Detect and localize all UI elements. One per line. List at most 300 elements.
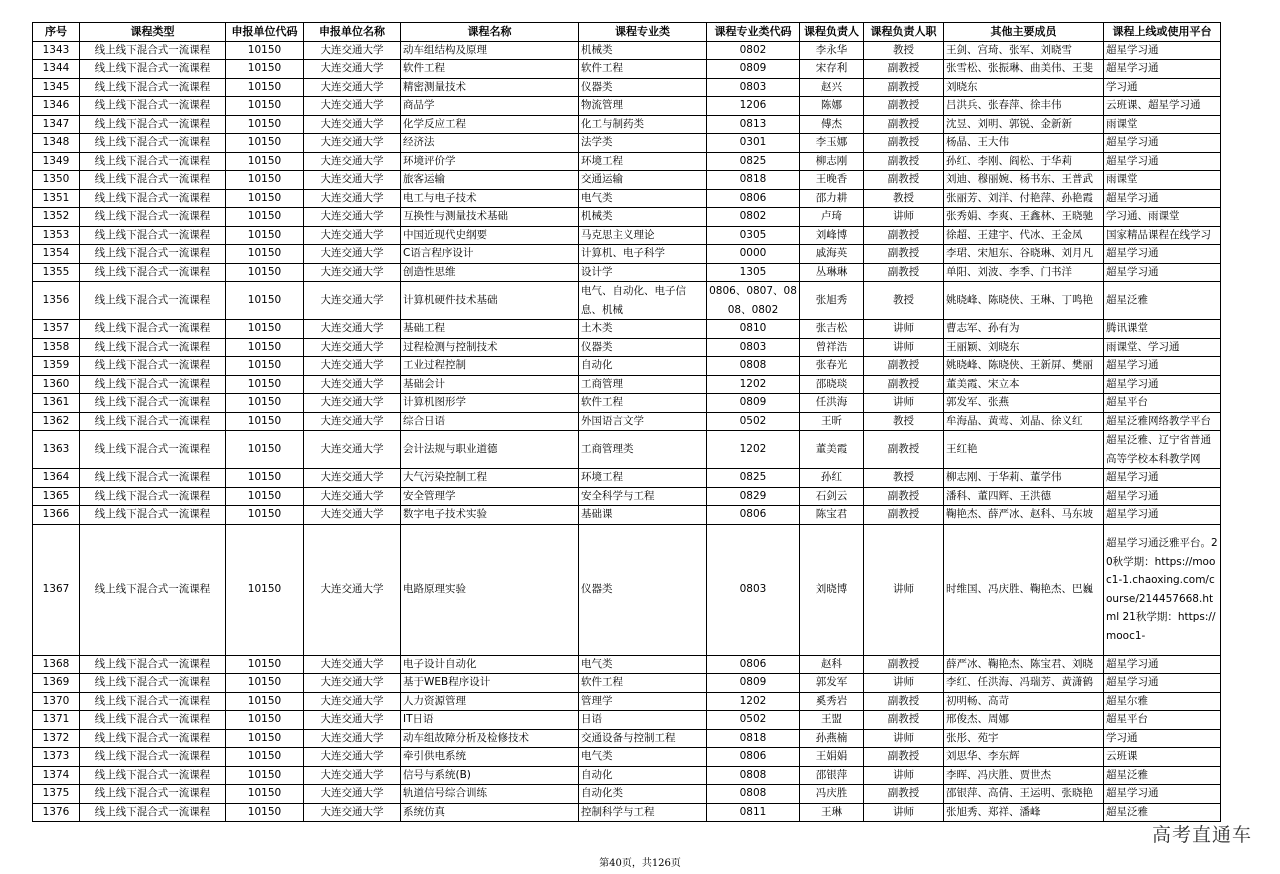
cell-unit-code: 10150 <box>226 748 304 767</box>
table-row <box>33 487 1221 506</box>
cell-unit-name: 大连交通大学 <box>304 431 401 469</box>
cell-course-type: 线上线下混合式一流课程 <box>80 729 226 748</box>
cell-platform: 超星尔雅 <box>1104 692 1221 711</box>
cell-lead-title: 讲师 <box>864 394 944 413</box>
cell-lead-title: 副教授 <box>864 97 944 116</box>
cell-major-category: 自动化 <box>579 357 707 376</box>
cell-platform: 超星学习通 <box>1104 785 1221 804</box>
cell-platform: 腾讯课堂 <box>1104 320 1221 339</box>
cell-unit-code: 10150 <box>226 524 304 655</box>
cell-index: 1370 <box>33 692 80 711</box>
cell-lead-title: 副教授 <box>864 115 944 134</box>
cell-index: 1371 <box>33 711 80 730</box>
cell-unit-code: 10150 <box>226 766 304 785</box>
table-row <box>33 60 1221 79</box>
cell-course-type: 线上线下混合式一流课程 <box>80 766 226 785</box>
cell-platform: 雨课堂 <box>1104 171 1221 190</box>
cell-course-name: 经济法 <box>401 134 579 153</box>
cell-major-category: 计算机、电子科学 <box>579 245 707 264</box>
cell-major-category: 软件工程 <box>579 60 707 79</box>
cell-major-code: 0803 <box>707 524 800 655</box>
cell-members: 鞠艳杰、薛严冰、赵科、马东坡 <box>944 506 1104 525</box>
col-header-lead-title: 课程负责人职 <box>864 23 944 42</box>
cell-course-name: 电子设计自动化 <box>401 655 579 674</box>
cell-course-type: 线上线下混合式一流课程 <box>80 97 226 116</box>
cell-index: 1344 <box>33 60 80 79</box>
table-row <box>33 338 1221 357</box>
cell-major-category: 电气类 <box>579 189 707 208</box>
col-header-unit-code: 申报单位代码 <box>226 23 304 42</box>
cell-major-category: 管理学 <box>579 692 707 711</box>
cell-index: 1353 <box>33 226 80 245</box>
cell-unit-code: 10150 <box>226 226 304 245</box>
cell-major-code: 1202 <box>707 375 800 394</box>
cell-members: 牟海晶、黄莺、刘晶、徐义红 <box>944 412 1104 431</box>
cell-members: 董美霞、宋立本 <box>944 375 1104 394</box>
cell-platform: 雨课堂、学习通 <box>1104 338 1221 357</box>
cell-unit-name: 大连交通大学 <box>304 245 401 264</box>
cell-index: 1355 <box>33 263 80 282</box>
cell-course-type: 线上线下混合式一流课程 <box>80 263 226 282</box>
cell-major-code: 1206 <box>707 97 800 116</box>
cell-major-category: 安全科学与工程 <box>579 487 707 506</box>
table-body <box>33 41 1221 822</box>
cell-unit-code: 10150 <box>226 208 304 227</box>
cell-platform: 超星学习通 <box>1104 357 1221 376</box>
cell-lead: 曾祥浩 <box>800 338 864 357</box>
cell-unit-code: 10150 <box>226 431 304 469</box>
table-row <box>33 766 1221 785</box>
cell-course-type: 线上线下混合式一流课程 <box>80 394 226 413</box>
cell-unit-code: 10150 <box>226 41 304 60</box>
cell-members: 张旭秀、郑祥、潘峰 <box>944 803 1104 822</box>
cell-course-name: 综合日语 <box>401 412 579 431</box>
cell-unit-code: 10150 <box>226 189 304 208</box>
cell-major-code: 0000 <box>707 245 800 264</box>
cell-unit-name: 大连交通大学 <box>304 41 401 60</box>
cell-index: 1349 <box>33 152 80 171</box>
cell-course-type: 线上线下混合式一流课程 <box>80 208 226 227</box>
cell-lead: 王晚香 <box>800 171 864 190</box>
cell-course-type: 线上线下混合式一流课程 <box>80 748 226 767</box>
cell-platform: 超星泛雅网络教学平台 <box>1104 412 1221 431</box>
cell-major-category: 马克思主义理论 <box>579 226 707 245</box>
cell-lead: 傅杰 <box>800 115 864 134</box>
cell-members: 张彤、苑宇 <box>944 729 1104 748</box>
cell-course-name: 创造性思维 <box>401 263 579 282</box>
cell-platform: 超星学习通 <box>1104 506 1221 525</box>
cell-course-type: 线上线下混合式一流课程 <box>80 189 226 208</box>
course-table <box>32 22 1221 822</box>
cell-unit-code: 10150 <box>226 282 304 320</box>
col-header-course-name: 课程名称 <box>401 23 579 42</box>
cell-course-name: 牵引供电系统 <box>401 748 579 767</box>
cell-unit-code: 10150 <box>226 171 304 190</box>
table-row <box>33 524 1221 655</box>
cell-lead: 石剑云 <box>800 487 864 506</box>
cell-members: 刘思华、李东辉 <box>944 748 1104 767</box>
cell-major-category: 环境工程 <box>579 152 707 171</box>
watermark: 高考直通车 <box>1151 824 1252 846</box>
cell-course-name: 数字电子技术实验 <box>401 506 579 525</box>
cell-lead-title: 副教授 <box>864 357 944 376</box>
cell-major-category: 软件工程 <box>579 674 707 693</box>
cell-unit-name: 大连交通大学 <box>304 506 401 525</box>
cell-lead-title: 讲师 <box>864 320 944 339</box>
cell-lead: 王琳 <box>800 803 864 822</box>
cell-lead-title: 副教授 <box>864 748 944 767</box>
cell-members: 姚晓峰、陈晓侠、王琳、丁鸣艳 <box>944 282 1104 320</box>
cell-major-category: 仪器类 <box>579 338 707 357</box>
table-row <box>33 134 1221 153</box>
cell-members: 李红、任洪海、冯瑞芳、黄潇鹤 <box>944 674 1104 693</box>
cell-index: 1375 <box>33 785 80 804</box>
cell-unit-name: 大连交通大学 <box>304 115 401 134</box>
cell-platform: 学习通 <box>1104 729 1221 748</box>
cell-lead-title: 教授 <box>864 412 944 431</box>
cell-lead: 陈宝君 <box>800 506 864 525</box>
cell-unit-name: 大连交通大学 <box>304 320 401 339</box>
cell-course-type: 线上线下混合式一流课程 <box>80 803 226 822</box>
cell-major-category: 仪器类 <box>579 524 707 655</box>
cell-unit-name: 大连交通大学 <box>304 412 401 431</box>
cell-unit-name: 大连交通大学 <box>304 338 401 357</box>
cell-course-name: 软件工程 <box>401 60 579 79</box>
table-row <box>33 674 1221 693</box>
cell-major-code: 0502 <box>707 711 800 730</box>
cell-major-code: 0810 <box>707 320 800 339</box>
cell-unit-name: 大连交通大学 <box>304 60 401 79</box>
cell-course-type: 线上线下混合式一流课程 <box>80 60 226 79</box>
cell-lead-title: 讲师 <box>864 766 944 785</box>
cell-lead: 张旭秀 <box>800 282 864 320</box>
cell-unit-name: 大连交通大学 <box>304 78 401 97</box>
cell-unit-code: 10150 <box>226 245 304 264</box>
table-row <box>33 115 1221 134</box>
cell-lead-title: 副教授 <box>864 506 944 525</box>
cell-index: 1356 <box>33 282 80 320</box>
cell-index: 1374 <box>33 766 80 785</box>
cell-unit-name: 大连交通大学 <box>304 97 401 116</box>
cell-major-code: 0809 <box>707 674 800 693</box>
table-row <box>33 226 1221 245</box>
cell-major-code: 0806、0807、0808、0802 <box>707 282 800 320</box>
cell-members: 邢俊杰、周娜 <box>944 711 1104 730</box>
cell-major-category: 机械类 <box>579 208 707 227</box>
cell-lead: 张春光 <box>800 357 864 376</box>
table-row <box>33 729 1221 748</box>
cell-course-name: C语言程序设计 <box>401 245 579 264</box>
cell-course-name: 轨道信号综合训练 <box>401 785 579 804</box>
cell-members: 李晖、冯庆胜、贾世杰 <box>944 766 1104 785</box>
cell-platform: 超星学习通泛雅平台。20秋学期：https://mooc1-1.chaoxing.com/course/214457668.html 21秋学期：https://mooc1- <box>1104 524 1221 655</box>
cell-course-type: 线上线下混合式一流课程 <box>80 41 226 60</box>
cell-course-name: 安全管理学 <box>401 487 579 506</box>
table-row <box>33 152 1221 171</box>
cell-platform: 超星学习通 <box>1104 469 1221 488</box>
cell-course-name: 环境评价学 <box>401 152 579 171</box>
cell-lead: 任洪海 <box>800 394 864 413</box>
cell-unit-name: 大连交通大学 <box>304 208 401 227</box>
cell-unit-name: 大连交通大学 <box>304 785 401 804</box>
table-row <box>33 785 1221 804</box>
cell-members: 初明畅、高苛 <box>944 692 1104 711</box>
cell-course-type: 线上线下混合式一流课程 <box>80 431 226 469</box>
cell-major-category: 交通运输 <box>579 171 707 190</box>
cell-major-code: 0808 <box>707 766 800 785</box>
cell-lead-title: 副教授 <box>864 263 944 282</box>
table-row <box>33 208 1221 227</box>
cell-index: 1368 <box>33 655 80 674</box>
cell-unit-name: 大连交通大学 <box>304 226 401 245</box>
col-header-platform: 课程上线或使用平台 <box>1104 23 1221 42</box>
cell-major-category: 控制科学与工程 <box>579 803 707 822</box>
col-header-lead: 课程负责人 <box>800 23 864 42</box>
cell-platform: 超星学习通 <box>1104 674 1221 693</box>
table-row <box>33 803 1221 822</box>
cell-members: 张秀娟、李爽、王鑫林、王晓驰 <box>944 208 1104 227</box>
cell-members: 曹志军、孙有为 <box>944 320 1104 339</box>
cell-platform: 超星学习通 <box>1104 655 1221 674</box>
cell-index: 1350 <box>33 171 80 190</box>
cell-index: 1352 <box>33 208 80 227</box>
cell-major-category: 土木类 <box>579 320 707 339</box>
cell-platform: 超星学习通 <box>1104 245 1221 264</box>
cell-members: 杨晶、王大伟 <box>944 134 1104 153</box>
cell-index: 1367 <box>33 524 80 655</box>
cell-unit-code: 10150 <box>226 263 304 282</box>
cell-unit-code: 10150 <box>226 375 304 394</box>
cell-major-code: 1305 <box>707 263 800 282</box>
cell-index: 1346 <box>33 97 80 116</box>
cell-course-type: 线上线下混合式一流课程 <box>80 357 226 376</box>
cell-platform: 超星学习通 <box>1104 134 1221 153</box>
cell-platform: 超星泛雅 <box>1104 282 1221 320</box>
cell-course-name: 工业过程控制 <box>401 357 579 376</box>
cell-lead: 孙红 <box>800 469 864 488</box>
cell-major-category: 工商管理 <box>579 375 707 394</box>
cell-course-type: 线上线下混合式一流课程 <box>80 785 226 804</box>
cell-platform: 超星学习通 <box>1104 60 1221 79</box>
cell-lead-title: 讲师 <box>864 729 944 748</box>
cell-course-name: 过程检测与控制技术 <box>401 338 579 357</box>
cell-platform: 超星学习通 <box>1104 263 1221 282</box>
cell-unit-name: 大连交通大学 <box>304 674 401 693</box>
cell-index: 1373 <box>33 748 80 767</box>
cell-unit-name: 大连交通大学 <box>304 189 401 208</box>
cell-major-code: 1202 <box>707 692 800 711</box>
cell-index: 1365 <box>33 487 80 506</box>
cell-unit-code: 10150 <box>226 357 304 376</box>
cell-members: 潘科、董四辉、王洪德 <box>944 487 1104 506</box>
cell-unit-code: 10150 <box>226 115 304 134</box>
cell-course-type: 线上线下混合式一流课程 <box>80 152 226 171</box>
cell-lead-title: 教授 <box>864 41 944 60</box>
table-row <box>33 282 1221 320</box>
cell-lead: 刘晓博 <box>800 524 864 655</box>
cell-members: 徐超、王建宇、代冰、王金凤 <box>944 226 1104 245</box>
cell-course-type: 线上线下混合式一流课程 <box>80 692 226 711</box>
table-row <box>33 692 1221 711</box>
cell-course-name: 计算机硬件技术基础 <box>401 282 579 320</box>
cell-major-code: 0809 <box>707 60 800 79</box>
cell-unit-code: 10150 <box>226 655 304 674</box>
cell-course-type: 线上线下混合式一流课程 <box>80 226 226 245</box>
cell-major-category: 电气类 <box>579 748 707 767</box>
cell-unit-code: 10150 <box>226 729 304 748</box>
cell-major-category: 工商管理类 <box>579 431 707 469</box>
cell-platform: 国家精品课程在线学习 <box>1104 226 1221 245</box>
cell-unit-name: 大连交通大学 <box>304 711 401 730</box>
cell-course-name: 电工与电子技术 <box>401 189 579 208</box>
table-row <box>33 357 1221 376</box>
cell-unit-code: 10150 <box>226 394 304 413</box>
cell-index: 1345 <box>33 78 80 97</box>
page-footer: 第40页，共126页 <box>599 858 681 869</box>
cell-unit-code: 10150 <box>226 469 304 488</box>
cell-major-category: 电气类 <box>579 655 707 674</box>
cell-index: 1369 <box>33 674 80 693</box>
cell-lead-title: 讲师 <box>864 524 944 655</box>
cell-index: 1354 <box>33 245 80 264</box>
cell-course-type: 线上线下混合式一流课程 <box>80 674 226 693</box>
table-row <box>33 711 1221 730</box>
table-row <box>33 431 1221 469</box>
cell-course-type: 线上线下混合式一流课程 <box>80 320 226 339</box>
cell-members: 郭发军、张燕 <box>944 394 1104 413</box>
cell-unit-code: 10150 <box>226 78 304 97</box>
cell-lead-title: 副教授 <box>864 245 944 264</box>
table-row <box>33 245 1221 264</box>
cell-major-code: 0811 <box>707 803 800 822</box>
cell-platform: 超星泛雅、辽宁省普通高等学校本科教学网 <box>1104 431 1221 469</box>
cell-course-type: 线上线下混合式一流课程 <box>80 78 226 97</box>
cell-unit-code: 10150 <box>226 60 304 79</box>
cell-course-name: 动车组结构及原理 <box>401 41 579 60</box>
cell-platform: 超星学习通 <box>1104 189 1221 208</box>
cell-unit-name: 大连交通大学 <box>304 152 401 171</box>
header-row <box>33 23 1221 42</box>
cell-members: 单阳、刘波、李季、门书洋 <box>944 263 1104 282</box>
cell-course-type: 线上线下混合式一流课程 <box>80 487 226 506</box>
cell-unit-code: 10150 <box>226 674 304 693</box>
cell-course-name: 中国近现代史纲要 <box>401 226 579 245</box>
cell-major-code: 0806 <box>707 748 800 767</box>
cell-unit-code: 10150 <box>226 803 304 822</box>
cell-course-name: 旅客运输 <box>401 171 579 190</box>
cell-lead: 邵银萍 <box>800 766 864 785</box>
col-header-course-type: 课程类型 <box>80 23 226 42</box>
cell-major-code: 0806 <box>707 655 800 674</box>
cell-index: 1366 <box>33 506 80 525</box>
cell-major-category: 化工与制药类 <box>579 115 707 134</box>
cell-major-code: 0803 <box>707 78 800 97</box>
cell-lead: 陈娜 <box>800 97 864 116</box>
cell-unit-name: 大连交通大学 <box>304 375 401 394</box>
cell-lead-title: 副教授 <box>864 60 944 79</box>
cell-lead: 冯庆胜 <box>800 785 864 804</box>
cell-lead-title: 讲师 <box>864 338 944 357</box>
cell-course-name: 精密测量技术 <box>401 78 579 97</box>
cell-major-code: 0305 <box>707 226 800 245</box>
table-row <box>33 320 1221 339</box>
cell-members: 刘晓东 <box>944 78 1104 97</box>
cell-major-code: 0825 <box>707 469 800 488</box>
cell-unit-code: 10150 <box>226 506 304 525</box>
cell-lead-title: 副教授 <box>864 78 944 97</box>
cell-unit-code: 10150 <box>226 487 304 506</box>
cell-members: 时维国、冯庆胜、鞠艳杰、巴巍 <box>944 524 1104 655</box>
cell-unit-name: 大连交通大学 <box>304 748 401 767</box>
cell-major-code: 0802 <box>707 41 800 60</box>
cell-major-code: 0825 <box>707 152 800 171</box>
cell-lead-title: 副教授 <box>864 655 944 674</box>
cell-index: 1348 <box>33 134 80 153</box>
cell-course-name: 会计法规与职业道德 <box>401 431 579 469</box>
cell-course-name: 动车组故障分析及检修技术 <box>401 729 579 748</box>
cell-platform: 学习通 <box>1104 78 1221 97</box>
cell-lead: 刘峰博 <box>800 226 864 245</box>
cell-platform: 超星学习通 <box>1104 41 1221 60</box>
cell-major-category: 物流管理 <box>579 97 707 116</box>
cell-unit-name: 大连交通大学 <box>304 803 401 822</box>
cell-course-name: 大气污染控制工程 <box>401 469 579 488</box>
cell-unit-code: 10150 <box>226 134 304 153</box>
cell-course-name: 电路原理实验 <box>401 524 579 655</box>
table-row <box>33 189 1221 208</box>
table-row <box>33 506 1221 525</box>
cell-unit-name: 大连交通大学 <box>304 282 401 320</box>
cell-course-name: 化学反应工程 <box>401 115 579 134</box>
cell-members: 孙红、李刚、阎松、于华莉 <box>944 152 1104 171</box>
cell-lead: 李玉娜 <box>800 134 864 153</box>
table-row <box>33 394 1221 413</box>
cell-lead: 王昕 <box>800 412 864 431</box>
table-row <box>33 78 1221 97</box>
cell-unit-name: 大连交通大学 <box>304 394 401 413</box>
cell-members: 薛严冰、鞠艳杰、陈宝君、刘晓 <box>944 655 1104 674</box>
cell-members: 张丽芳、刘洋、付艳萍、孙艳霞 <box>944 189 1104 208</box>
cell-unit-name: 大连交通大学 <box>304 487 401 506</box>
cell-major-code: 0809 <box>707 394 800 413</box>
cell-lead-title: 副教授 <box>864 375 944 394</box>
cell-lead-title: 副教授 <box>864 226 944 245</box>
cell-major-code: 0813 <box>707 115 800 134</box>
cell-index: 1361 <box>33 394 80 413</box>
cell-platform: 超星泛雅 <box>1104 766 1221 785</box>
col-header-major-category: 课程专业类 <box>579 23 707 42</box>
cell-course-type: 线上线下混合式一流课程 <box>80 469 226 488</box>
table-row <box>33 263 1221 282</box>
cell-unit-name: 大连交通大学 <box>304 729 401 748</box>
table-row <box>33 41 1221 60</box>
cell-lead: 王盟 <box>800 711 864 730</box>
cell-course-name: 基于WEB程序设计 <box>401 674 579 693</box>
cell-course-type: 线上线下混合式一流课程 <box>80 412 226 431</box>
cell-major-category: 软件工程 <box>579 394 707 413</box>
cell-platform: 云班课、超星学习通 <box>1104 97 1221 116</box>
cell-course-type: 线上线下混合式一流课程 <box>80 655 226 674</box>
cell-lead-title: 教授 <box>864 282 944 320</box>
cell-major-code: 0818 <box>707 729 800 748</box>
cell-unit-name: 大连交通大学 <box>304 655 401 674</box>
cell-unit-name: 大连交通大学 <box>304 524 401 655</box>
table-row <box>33 469 1221 488</box>
cell-unit-name: 大连交通大学 <box>304 263 401 282</box>
cell-unit-name: 大连交通大学 <box>304 357 401 376</box>
cell-course-name: 信号与系统(B) <box>401 766 579 785</box>
cell-major-category: 基础课 <box>579 506 707 525</box>
